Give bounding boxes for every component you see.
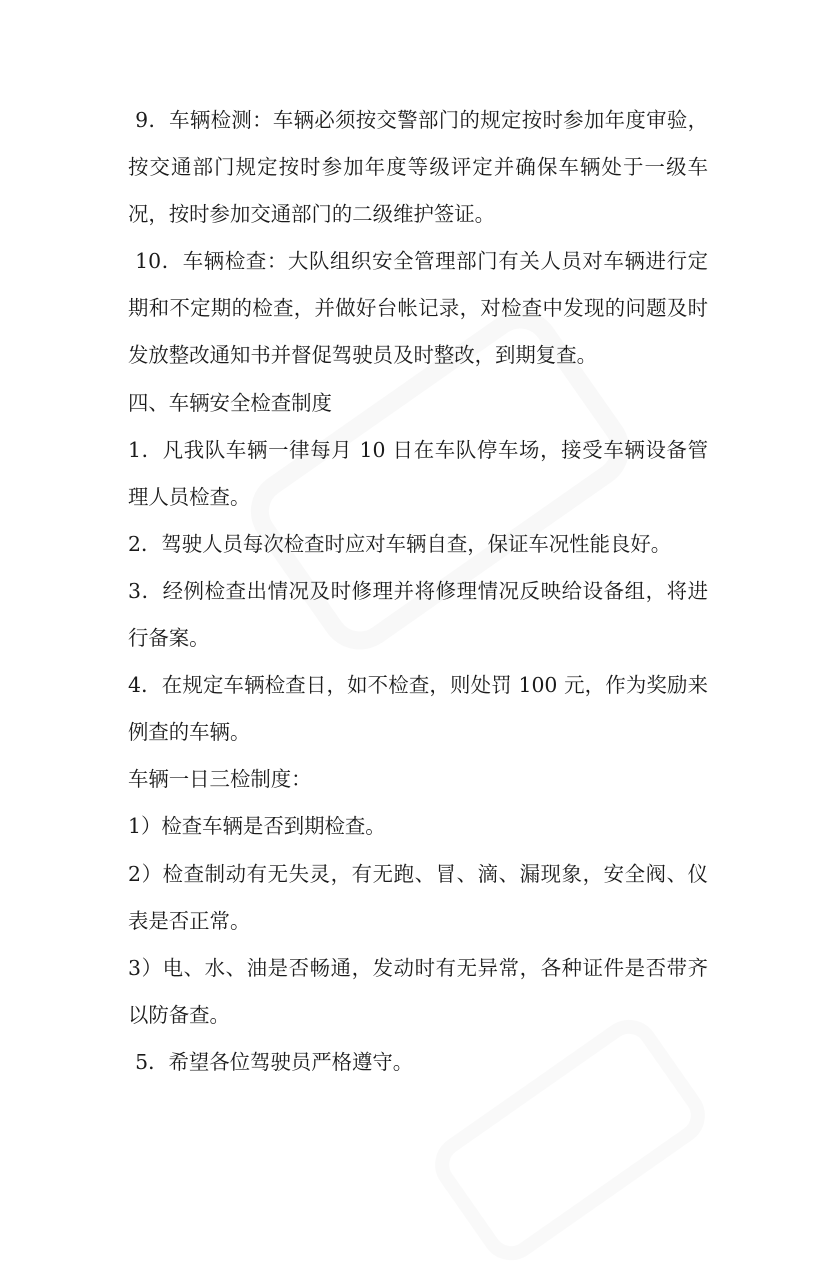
list-item-check-expiry: 1）检查车辆是否到期检查。: [128, 814, 386, 839]
paragraph-self-check: 2．驾驶人员每次检查时应对车辆自查，保证车况性能良好。: [128, 531, 672, 556]
subheading-daily-three-checks: 车辆一日三检制度：: [128, 767, 312, 792]
paragraph-monthly-check: 1．凡我队车辆一律每月 10 日在车队停车场，接受车辆设备管理人员检查。: [128, 437, 708, 509]
section-heading-safety-check: 四、车辆安全检查制度: [128, 390, 332, 415]
paragraph-closing-note: 5．希望各位驾驶员严格遵守。: [135, 1049, 414, 1074]
document-body: [128, 97, 708, 1086]
list-item-check-fluids: 3）电、水、油是否畅通，发动时有无异常，各种证件是否带齐以防备查。: [128, 955, 708, 1027]
list-item-check-brakes: 2）检查制动有无失灵，有无跑、冒、滴、漏现象，安全阀、仪表是否正常。: [128, 861, 708, 933]
paragraph-repair-report: 3．经例检查出情况及时修理并将修理情况反映给设备组，将进行备案。: [128, 578, 708, 651]
paragraph-penalty: 4．在规定车辆检查日，如不检查，则处罚 100 元，作为奖励来例查的车辆。: [128, 673, 708, 745]
paragraph-vehicle-inspection-test: 9．车辆检测：车辆必须按交警部门的规定按时参加年度审验，按交通部门规定按时参加年度等级评定并确保车辆处于一级车况，按时参加交通部门的二级维护签证。: [128, 108, 708, 227]
paragraph-vehicle-check: 10．车辆检查：大队组织安全管理部门有关人员对车辆进行定期和不定期的检查，并做好台帐记录，对检查中发现的问题及时发放整改通知书并督促驾驶员及时整改，到期复查。: [128, 249, 708, 368]
